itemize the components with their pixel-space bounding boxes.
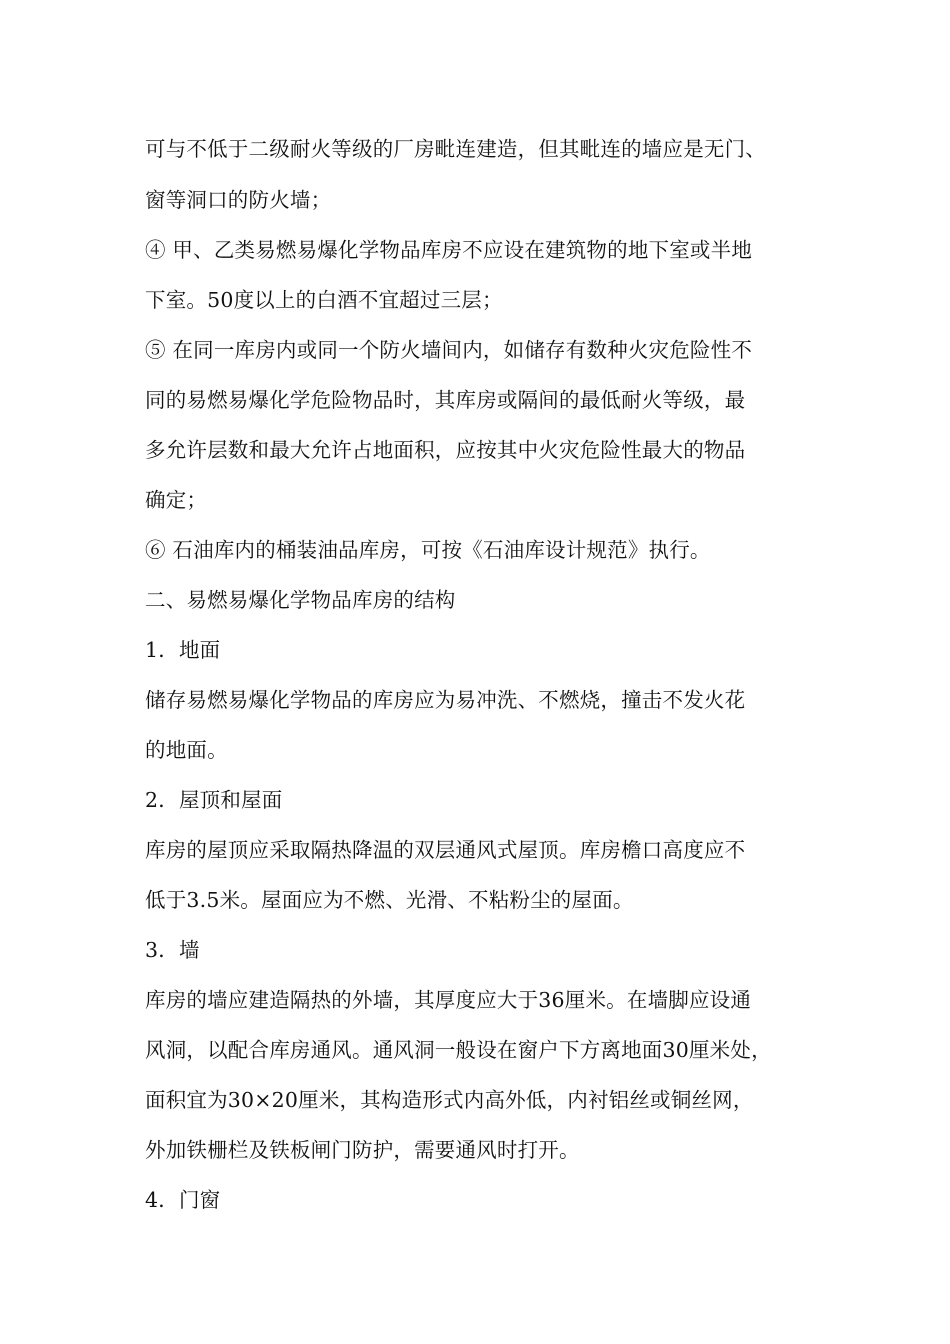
text-line: 库房的墙应建造隔热的外墙，其厚度应大于36厘米。在墙脚应设通 xyxy=(145,988,752,1012)
text-line: 下室。50度以上的白酒不宜超过三层； xyxy=(145,288,503,312)
text-line: 库房的屋顶应采取隔热降温的双层通风式屋顶。库房檐口高度应不 xyxy=(145,838,746,862)
text-line: ⑤ 在同一库房内或同一个防火墙间内，如储存有数种火灾危险性不 xyxy=(145,338,753,362)
text-line: 可与不低于二级耐火等级的厂房毗连建造，但其毗连的墙应是无门、 xyxy=(145,137,766,161)
text-line: ④ 甲、乙类易燃易爆化学物品库房不应设在建筑物的地下室或半地 xyxy=(145,238,753,262)
text-line: 外加铁栅栏及铁板闸门防护，需要通风时打开。 xyxy=(145,1138,580,1162)
text-line: 同的易燃易爆化学危险物品时，其库房或隔间的最低耐火等级，最 xyxy=(145,388,746,412)
subsection-heading: 4．门窗 xyxy=(145,1188,221,1212)
text-line: 风洞，以配合库房通风。通风洞一般设在窗户下方离地面30厘米处， xyxy=(145,1038,772,1062)
text-line: 储存易燃易爆化学物品的库房应为易冲洗、不燃烧，撞击不发火花 xyxy=(145,688,746,712)
section-heading: 二、易燃易爆化学物品库房的结构 xyxy=(145,588,456,612)
subsection-heading: 1．地面 xyxy=(145,638,221,662)
text-line: 的地面。 xyxy=(145,738,228,762)
text-line: 面积宜为30×20厘米，其构造形式内高外低，内衬铝丝或铜丝网， xyxy=(145,1088,754,1112)
text-line: 多允许层数和最大允许占地面积，应按其中火灾危险性最大的物品 xyxy=(145,438,746,462)
text-line: 窗等洞口的防火墙； xyxy=(145,188,332,212)
text-line: ⑥ 石油库内的桶装油品库房，可按《石油库设计规范》执行。 xyxy=(145,538,711,562)
text-line: 确定； xyxy=(145,488,208,512)
text-line: 低于3.5米。屋面应为不燃、光滑、不粘粉尘的屋面。 xyxy=(145,888,634,912)
subsection-heading: 2．屋顶和屋面 xyxy=(145,788,283,812)
subsection-heading: 3．墙 xyxy=(145,938,200,962)
